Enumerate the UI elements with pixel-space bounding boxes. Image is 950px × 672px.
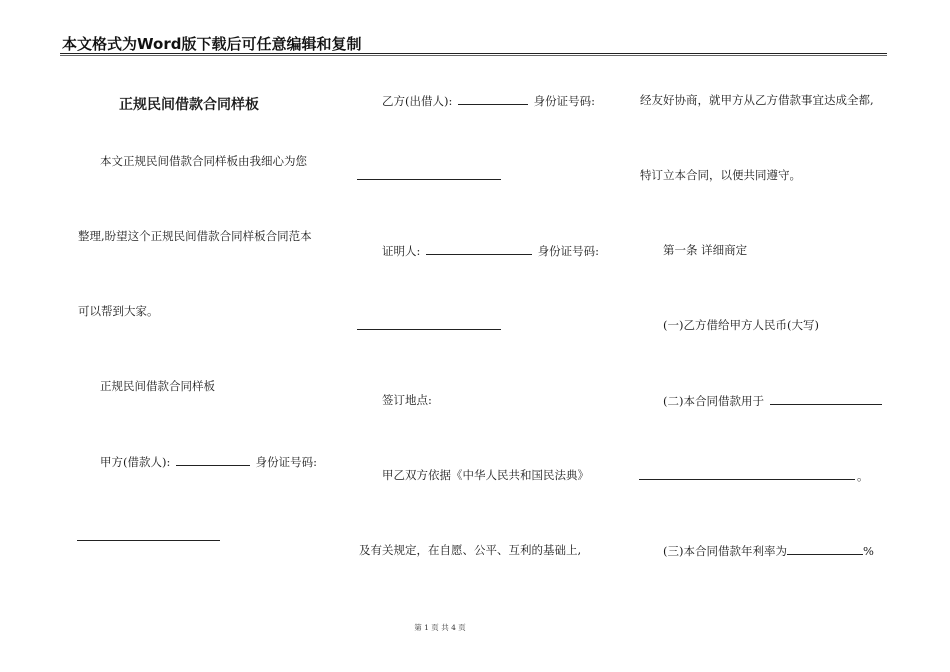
witness-id-blank xyxy=(357,329,501,330)
borrower-id-label: 身份证号码: xyxy=(255,455,318,469)
clause-2-continuation xyxy=(639,468,869,483)
loan-purpose-blank-2 xyxy=(639,468,855,480)
lender-name-blank xyxy=(458,93,528,105)
lender-id-blank xyxy=(357,179,501,180)
clause-3-label: (三)本合同借款年利率为 xyxy=(663,544,787,558)
legal-basis-line-2: 及有关规定，在自愿、公平、互利的基础上, xyxy=(359,543,582,557)
subtitle: 正规民间借款合同样板 xyxy=(100,379,215,393)
document-banner: 本文格式为Word版下载后可任意编辑和复制 xyxy=(62,35,362,53)
signing-place-label: 签订地点: xyxy=(382,393,432,407)
borrower-label: 甲方(借款人): xyxy=(100,455,171,469)
witness-label: 证明人: xyxy=(382,244,421,258)
borrower-name-blank xyxy=(176,454,250,466)
witness-id-label: 身份证号码: xyxy=(537,244,600,258)
clause-2-label: (二)本合同借款用于 xyxy=(663,394,764,408)
intro-line-3: 可以帮到大家。 xyxy=(78,304,159,318)
intro-line-1: 本文正规民间借款合同样板由我细心为您 xyxy=(100,154,307,168)
page-number: 第 1 页 共 4 页 xyxy=(414,623,466,632)
loan-purpose-blank xyxy=(770,393,882,405)
borrower-id-blank xyxy=(77,540,220,541)
header-rule xyxy=(60,53,887,54)
intro-line-2: 整理,盼望这个正规民间借款合同样板合同范本 xyxy=(78,229,312,243)
clause-2-end: 。 xyxy=(857,469,869,483)
interest-rate-unit: % xyxy=(862,544,874,558)
header-rule-secondary xyxy=(60,55,887,56)
article-1-heading: 第一条 详细商定 xyxy=(663,243,748,257)
witness-row xyxy=(382,243,599,258)
interest-rate-blank xyxy=(787,543,863,555)
clause-3-row xyxy=(663,543,874,558)
col3-line-2: 特订立本合同，以便共同遵守。 xyxy=(640,168,801,182)
contract-title: 正规民间借款合同样板 xyxy=(119,97,259,113)
lender-label: 乙方(出借人): xyxy=(382,94,453,108)
clause-2-row xyxy=(663,393,884,408)
col3-line-1: 经友好协商，就甲方从乙方借款事宜达成全都, xyxy=(640,93,874,107)
clause-1: (一)乙方借给甲方人民币(大写) xyxy=(663,318,819,332)
lender-id-label: 身份证号码: xyxy=(533,94,596,108)
borrower-row xyxy=(100,454,317,469)
legal-basis-line-1: 甲乙双方依据《中华人民共和国民法典》 xyxy=(382,468,589,482)
witness-name-blank xyxy=(426,243,532,255)
lender-row xyxy=(382,93,595,108)
